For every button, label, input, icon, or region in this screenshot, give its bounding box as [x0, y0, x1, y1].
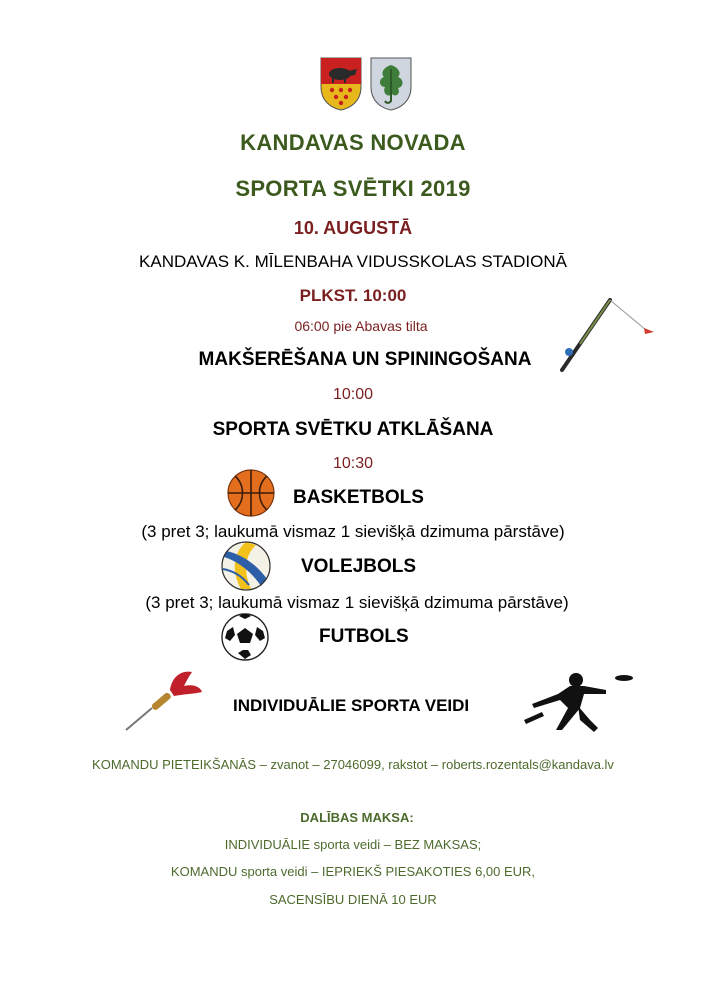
- team-sports-time: 10:30: [332, 455, 374, 472]
- fishing-title: MAKŠERĒŠANA UN SPININGOŠANA: [198, 349, 532, 370]
- title-line-2: SPORTA SVĒTKI 2019: [235, 176, 471, 201]
- fee-same-day: SACENSĪBU DIENĀ 10 EUR: [269, 892, 437, 907]
- frisbee-player-icon: [518, 668, 634, 738]
- volleyball-icon: [221, 541, 271, 591]
- basketball-icon: [227, 469, 275, 517]
- opening-time: 10:00: [332, 386, 374, 403]
- football-title: FUTBOLS: [319, 626, 409, 647]
- fishing-time: 06:00 pie Abavas tilta: [294, 318, 428, 334]
- fee-team: KOMANDU sporta veidi – IEPRIEKŠ PIESAKOTIES 6,00 EUR,: [170, 864, 536, 879]
- fees-heading: DALĪBAS MAKSA:: [300, 810, 414, 825]
- football-icon: [221, 613, 269, 661]
- fee-individual: INDIVIDUĀLIE sporta veidi – BEZ MAKSAS;: [224, 837, 482, 852]
- title-line-1: KANDAVAS NOVADA: [240, 130, 466, 155]
- opening-title: SPORTA SVĒTKU ATKLĀŠANA: [212, 419, 494, 440]
- event-location: KANDAVAS K. MĪLENBAHA VIDUSSKOLAS STADIONĀ: [139, 252, 567, 271]
- coat-of-arms-kandava: [320, 57, 362, 111]
- volleyball-note: (3 pret 3; laukumā vismaz 1 sievišķā dzimuma pārstāve): [145, 593, 569, 612]
- event-date: 10. AUGUSTĀ: [293, 218, 413, 238]
- registration-info: KOMANDU PIETEIKŠANĀS – zvanot – 27046099, rakstot – roberts.rozentals@kandava.lv: [92, 757, 614, 772]
- volleyball-title: VOLEJBOLS: [301, 556, 417, 577]
- dart-icon: [122, 668, 204, 734]
- coat-of-arms-region: [370, 57, 412, 111]
- individual-title: INDIVIDUĀLIE SPORTA VEIDI: [233, 696, 470, 715]
- basketball-title: BASKETBOLS: [293, 487, 424, 508]
- event-start-time: PLKST. 10:00: [299, 286, 407, 305]
- fishing-rod-icon: [556, 296, 660, 374]
- basketball-note: (3 pret 3; laukumā vismaz 1 sievišķā dzimuma pārstāve): [141, 522, 565, 541]
